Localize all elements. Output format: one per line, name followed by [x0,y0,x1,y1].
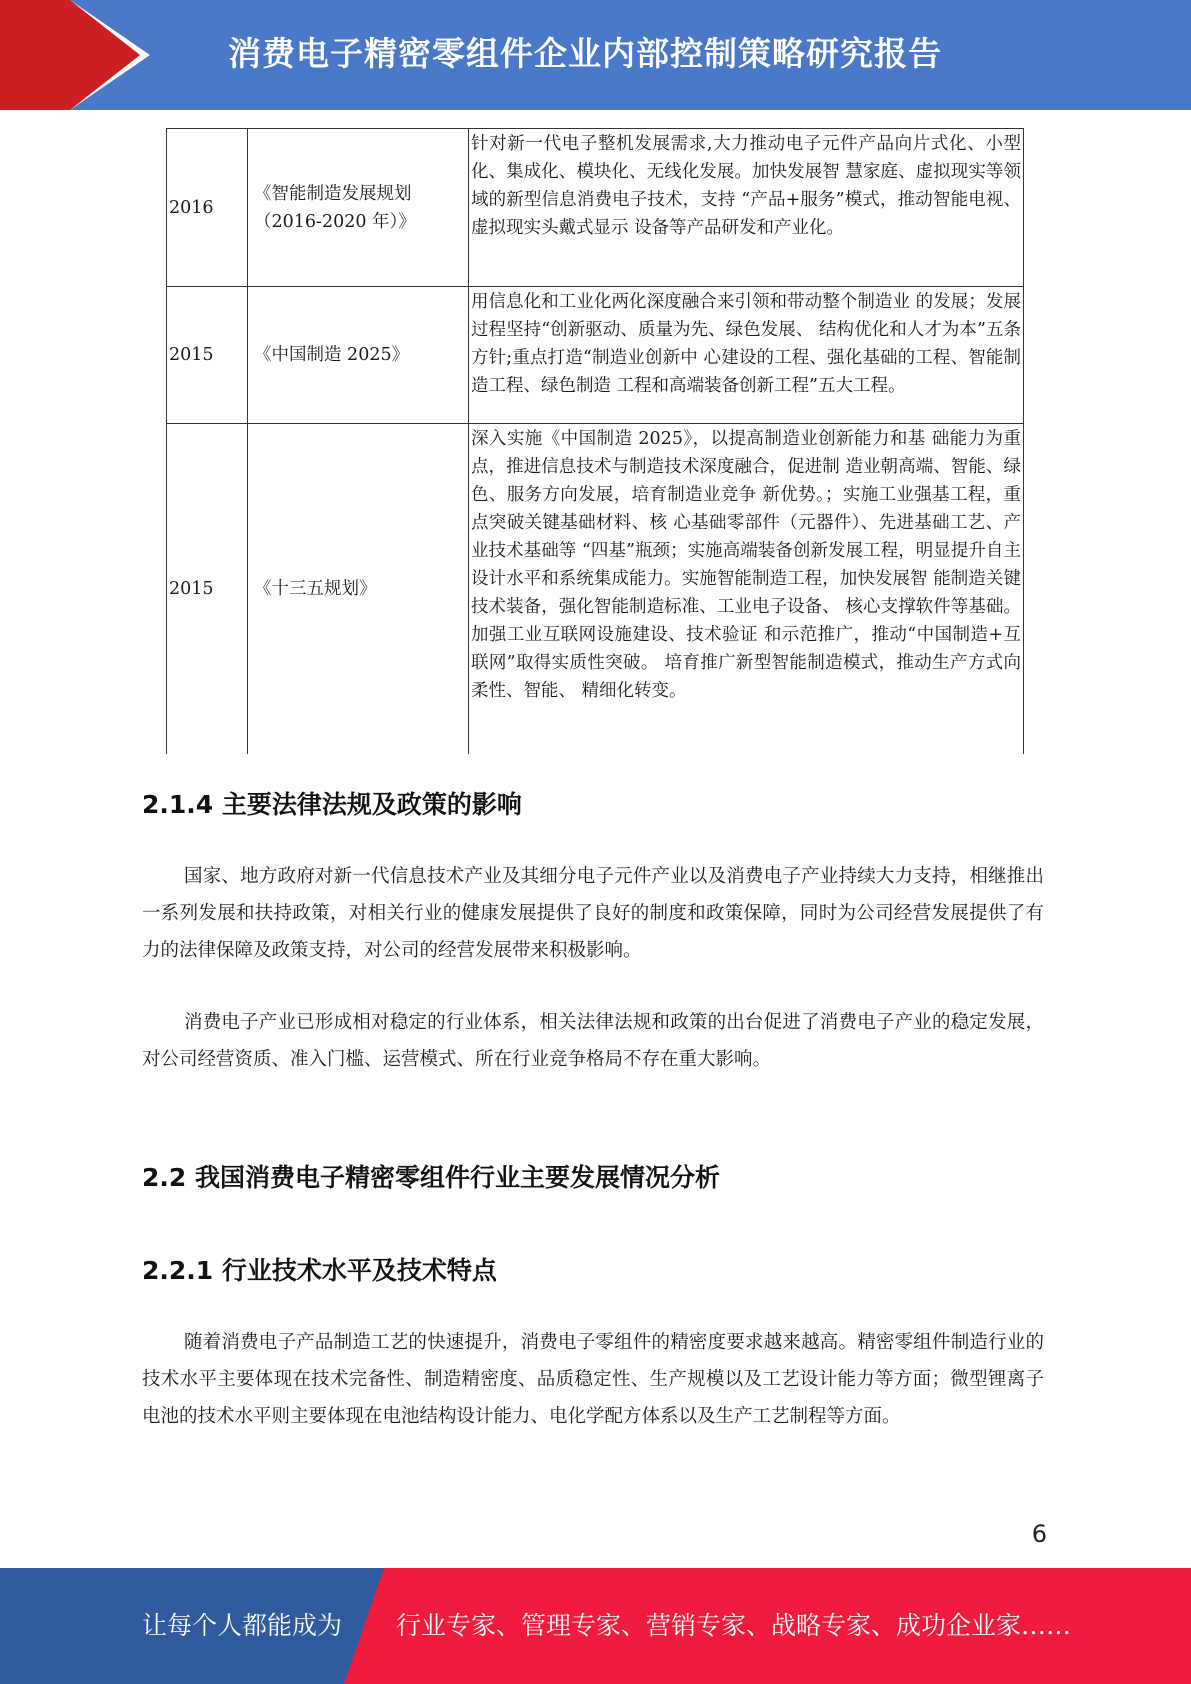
header-red-block [0,0,70,110]
heading-2-1-4: 2.1.4 主要法律法规及政策的影响 [142,790,522,819]
year-cell: 2015 [167,287,248,424]
footer-banner [0,1568,1191,1684]
footer-slogan-left: 让每个人都能成为 [142,1611,343,1640]
table-row [167,424,1024,754]
header-red-chevron [70,0,140,110]
policy-desc-cell: 用信息化和工业化两化深度融合来引领和带动整个制造业 的发展；发展过程坚持“创新驱动、质量为先、绿色发展、 结构优化和人才为本”五条方针;重点打造“制造业创新中 心建设的工程、强化基础的工程、智能制造工程、绿色制造 工程和高端装备创新工程”五大工程。 [469,287,1024,424]
year-cell: 2016 [167,129,248,287]
policy-name-cell: 《智能制造发展规划（2016-2020 年）》 [248,129,469,287]
paragraph-stable-industry: 消费电子产业已形成相对稳定的行业体系，相关法律法规和政策的出台促进了消费电子产业的稳定发展，对公司经营资质、准入门槛、运营模式、所在行业竞争格局不存在重大影响。 [142,1012,1044,1070]
paragraph-tech-level: 随着消费电子产品制造工艺的快速提升，消费电子零组件的精密度要求越来越高。精密零组件制造行业的技术水平主要体现在技术完备性、制造精密度、品质稳定性、生产规模以及工艺设计能力等方面；微型锂离子电池的技术水平则主要体现在电池结构设计能力、电化学配方体系以及生产工艺制程等方面。 [142,1332,1044,1427]
policy-table [166,128,1024,754]
heading-2-2-1: 2.2.1 行业技术水平及技术特点 [142,1256,497,1285]
policy-name-cell: 《中国制造 2025》 [248,287,469,424]
report-title: 消费电子精密零组件企业内部控制策略研究报告 [228,34,942,73]
policy-name-cell: 《十三五规划》 [248,424,469,754]
paragraph-policy-support: 国家、地方政府对新一代信息技术产业及其细分电子元件产业以及消费电子产业持续大力支持，相继推出一系列发展和扶持政策，对相关行业的健康发展提供了良好的制度和政策保障，同时为公司经营发展提供了有力的法律保障及政策支持，对公司的经营发展带来积极影响。 [142,866,1044,961]
header-banner [0,0,1191,110]
year-cell: 2015 [167,424,248,754]
policy-desc-cell: 针对新一代电子整机发展需求,大力推动电子元件产品向片式化、小型化、集成化、模块化、无线化发展。加快发展智 慧家庭、虚拟现实等领域的新型信息消费电子技术，支持 “产品+服务”模式，推动智能电视、虚拟现实头戴式显示 设备等产品研发和产业化。 [469,129,1024,287]
footer-slogan-right: 行业专家、管理专家、营销专家、战略专家、成功企业家…… [396,1611,1072,1640]
page-number: 6 [1031,1520,1047,1548]
heading-2-2: 2.2 我国消费电子精密零组件行业主要发展情况分析 [142,1163,720,1192]
table-row [167,287,1024,424]
policy-desc-cell: 深入实施《中国制造 2025》，以提高制造业创新能力和基 础能力为重点，推进信息技术与制造技术深度融合，促进制 造业朝高端、智能、绿色、服务方向发展，培育制造业竞争 新优势。；实施工业强基工程，重点突破关键基础材料、核 心基础零部件（元器件）、先进基础工艺、产业技术基础等 “四基”瓶颈；实施高端装备创新发展工程，明显提升自主 设计水平和系统集成能力。实施智能制造工程，加快发展智 能制造关键技术装备，强化智能制造标准、工业电子设备、 核心支撑软件等基础。加强工业互联网设施建设、技术验证 和示范推广，推动“中国制造+互联网”取得实质性突破。 培育推广新型智能制造模式，推动生产方式向柔性、智能、 精细化转变。 [469,424,1024,754]
table-row [167,129,1024,287]
